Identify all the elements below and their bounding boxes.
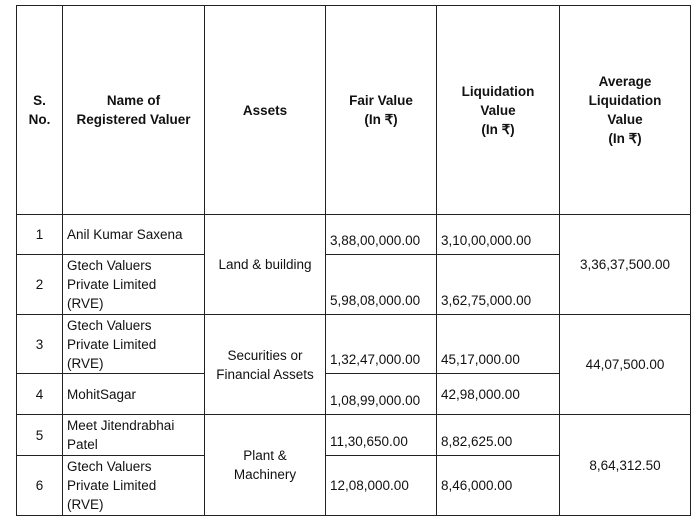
table-row [17,415,691,456]
fair-value: 11,30,650.00 [326,415,437,456]
header-row [17,6,691,215]
header-liquidation-value: Liquidation Value (In ₹) [437,6,560,215]
liquidation-value: 3,10,00,000.00 [437,215,560,255]
header-average-liquidation-value: Average Liquidation Value (In ₹) [560,6,691,215]
asset-land-building: Land & building [205,215,326,315]
row-sno: 5 [17,415,63,456]
row-valuer-name: MohitSagar [63,374,205,415]
average-liquidation-value: 44,07,500.00 [560,315,691,415]
row-valuer-name: Gtech Valuers Private Limited (RVE) [63,315,205,374]
fair-value: 3,88,00,000.00 [326,215,437,255]
liquidation-value: 3,62,75,000.00 [437,255,560,315]
table-row [17,315,691,374]
fair-value: 1,08,99,000.00 [326,374,437,415]
liquidation-value: 8,82,625.00 [437,415,560,456]
row-valuer-name: Meet Jitendrabhai Patel [63,415,205,456]
liquidation-value: 42,98,000.00 [437,374,560,415]
row-sno: 1 [17,215,63,255]
header-assets: Assets [205,6,326,215]
header-name: Name of Registered Valuer [63,6,205,215]
fair-value: 5,98,08,000.00 [326,255,437,315]
row-sno: 3 [17,315,63,374]
average-liquidation-value: 3,36,37,500.00 [560,215,691,315]
liquidation-value: 45,17,000.00 [437,315,560,374]
fair-value: 12,08,000.00 [326,456,437,516]
asset-securities: Securities or Financial Assets [205,315,326,415]
header-sno: S. No. [17,6,63,215]
row-sno: 2 [17,255,63,315]
row-valuer-name: Gtech Valuers Private Limited (RVE) [63,456,205,516]
row-valuer-name: Gtech Valuers Private Limited (RVE) [63,255,205,315]
row-sno: 6 [17,456,63,516]
row-valuer-name: Anil Kumar Saxena [63,215,205,255]
table-row [17,215,691,255]
row-sno: 4 [17,374,63,415]
valuation-table [16,5,691,516]
liquidation-value: 8,46,000.00 [437,456,560,516]
average-liquidation-value: 8,64,312.50 [560,415,691,516]
header-fair-value: Fair Value (In ₹) [326,6,437,215]
asset-plant-machinery: Plant & Machinery [205,415,326,516]
fair-value: 1,32,47,000.00 [326,315,437,374]
